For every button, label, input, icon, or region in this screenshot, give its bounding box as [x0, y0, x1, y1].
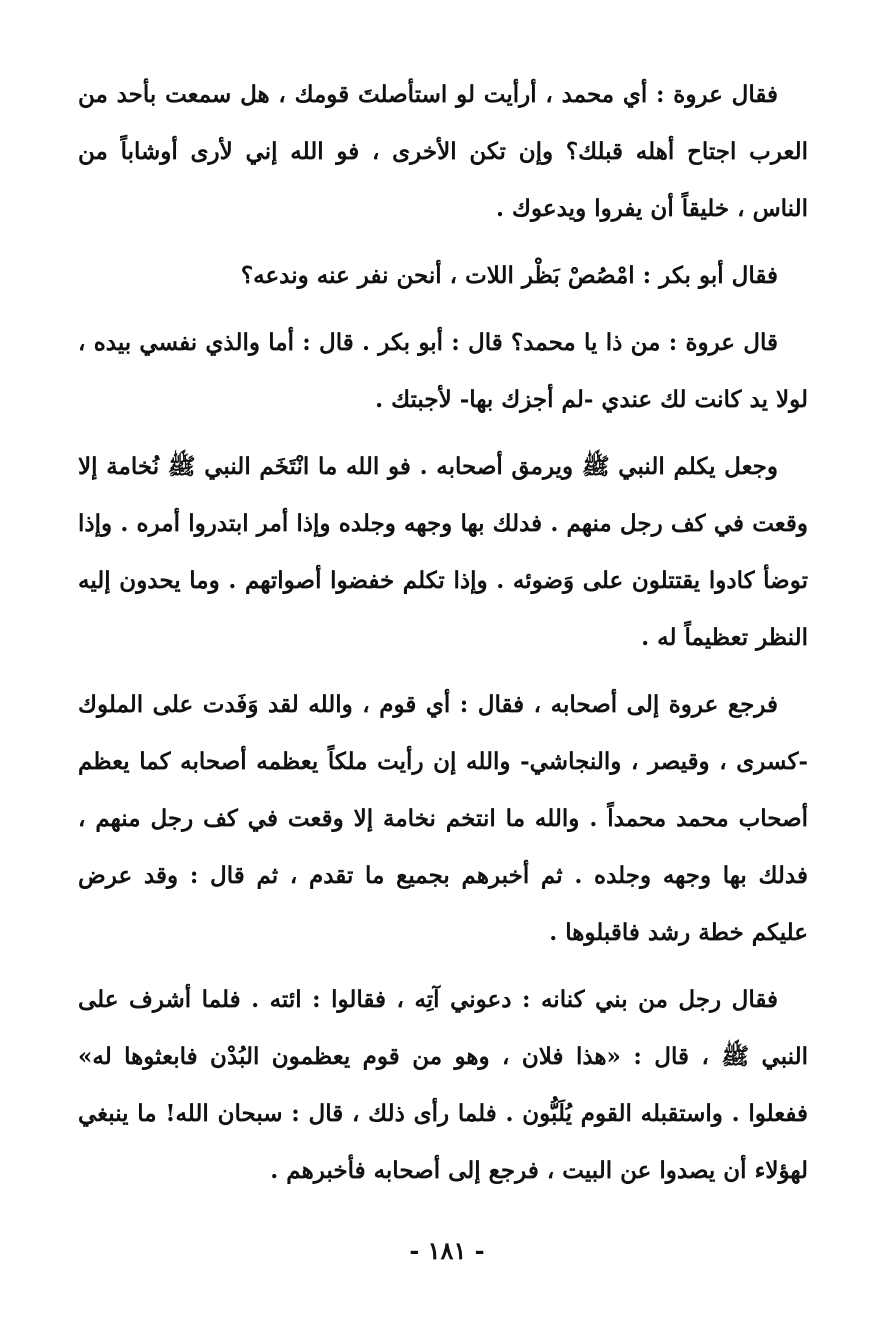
paragraph-5: فرجع عروة إلى أصحابه ، فقال : أي قوم ، والله لقد وَفَدت على الملوك -كسرى ، وقيصر ، والنجاشي- والله إن رأيت ملكاً يعظمه أصحابه كما يعظم أصحاب محمد محمداً . والله ما انتخم نخامة إلا وقعت في كف رجل منهم ، فدلك بها وجهه وجلده . ثم أخبرهم بجميع ما تقدم ، ثم قال : وقد عرض عليكم خطة رشد فاقبلوها .: [78, 691, 808, 946]
paragraph-6: فقال رجل من بني كنانه : دعوني آتِه ، فقالوا : ائته . فلما أشرف على النبي ﷺ ، قال : «هذا فلان ، وهو من قوم يعظمون البُدْن فابعثوها له» ففعلوا . واستقبله القوم يُلَبُّون . فلما رأى ذلك ، قال : سبحان الله! ما ينبغي لهؤلاء أن يصدوا عن البيت ، فرجع إلى أصحابه فأخبرهم .: [78, 986, 808, 1184]
main-text: [78, 66, 808, 1199]
paragraph-2: فقال أبو بكر : امْصُصْ بَظْر اللات ، أنحن نفر عنه وندعه؟: [240, 262, 778, 289]
page-number: - ١٨١ -: [409, 1236, 485, 1265]
paragraph-1: فقال عروة : أي محمد ، أرأيت لو استأصلتَ قومك ، هل سمعت بأحد من العرب اجتاح أهله قبلك؟ وإن تكن الأخرى ، فو الله إني لأرى أوشاباً من الناس ، خليقاً أن يفروا ويدعوك .: [78, 81, 808, 222]
paragraph-3: قال عروة : من ذا يا محمد؟ قال : أبو بكر . قال : أما والذي نفسي بيده ، لولا يد كانت لك عندي -لم أجزك بها- لأجبتك .: [78, 329, 808, 413]
paragraph-4: وجعل يكلم النبي ﷺ ويرمق أصحابه . فو الله ما انْتَخَم النبي ﷺ نُخامة إلا وقعت في كف رجل منهم . فدلك بها وجهه وجلده وإذا أمر ابتدروا أمره . وإذا توضأ كادوا يقتتلون على وَضوئه . وإذا تكلم خفضوا أصواتهم . وما يحدون إليه النظر تعظيماً له .: [78, 453, 808, 651]
